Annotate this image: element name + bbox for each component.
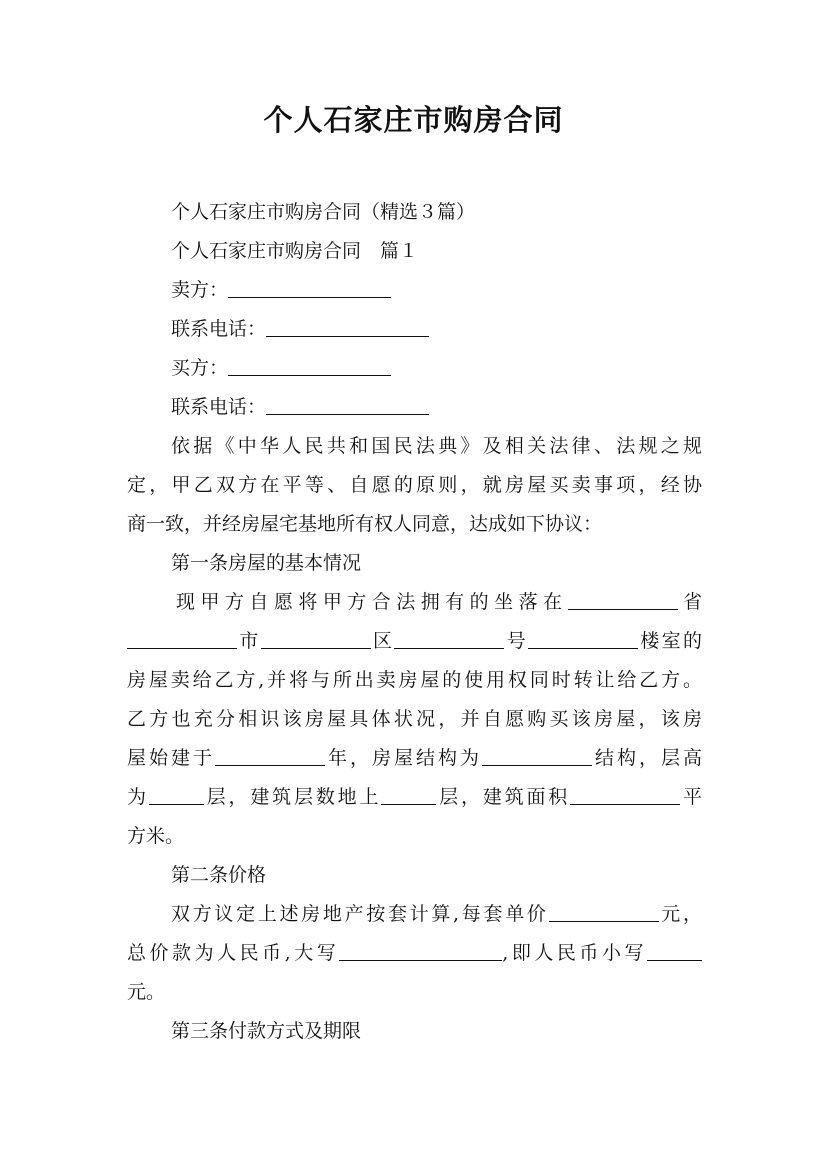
intro-line-3: 商一致，并经房屋宅基地所有权人同意，达成如下协议： [127,513,603,535]
buyer-phone-line [127,390,702,424]
number-blank [394,626,504,649]
subtitle: 个人石家庄市购房合同（精选３篇） [171,201,476,223]
article1-line-7: 方米。 [127,825,185,847]
structure-blank [482,743,592,766]
a1-l1-province: 省 [677,591,702,613]
a1-structure-label: 年，房屋结构为 [325,747,482,769]
seller-line [127,273,702,307]
document-title: 个人石家庄市购房合同 [263,103,564,137]
buyer-label: 买方： [171,357,229,379]
article1-line-2 [127,624,702,658]
buyer-phone-label: 联系电话： [171,396,267,418]
article1-line-4: 乙方也充分相识该房屋具体状况，并自愿购买该房屋，该房 [127,708,702,730]
article1-line-3: 房屋卖给乙方,并将与所出卖房屋的使用权同时转让给乙方。 [127,669,702,691]
a1-floors-label: 层，建筑层数地上 [203,786,382,808]
a2-total-label: 总价款为人民币,大写 [127,942,340,964]
a1-district: 区 [370,630,395,652]
article2-line-2 [127,936,702,970]
seller-phone-label: 联系电话： [171,318,267,340]
seller-blank [228,275,391,298]
a1-wei: 为 [127,786,149,808]
a2-numeric-label: ,即人民币小写 [502,942,647,964]
a2-yuan: 元， [658,903,702,925]
article1-line-1 [127,585,702,619]
a2-unit-price-label: 双方议定上述房地产按套计算,每套单价 [171,903,549,925]
article1-heading: 第一条房屋的基本情况 [171,552,362,574]
seller-phone-line [127,312,702,346]
intro-line-2: 定，甲乙双方在平等、自愿的原则，就房屋买卖事项，经协 [127,474,702,496]
total-words-blank [339,938,502,961]
buyer-blank [228,353,391,376]
buyer-phone-blank [266,392,429,415]
district-blank [261,626,371,649]
total-numeric-blank [647,938,702,961]
intro-line-1: 依据《中华人民共和国民法典》及相关法律、法规之规 [171,435,702,457]
building-blank [528,626,638,649]
article1-line-5 [127,741,702,775]
area-blank [570,782,680,805]
unit-price-blank [549,899,659,922]
section-heading: 个人石家庄市购房合同 篇１ [171,240,419,262]
province-blank [568,587,678,610]
a1-floor-height-label: 结构，层高 [591,747,702,769]
city-blank [127,626,237,649]
seller-phone-blank [266,314,429,337]
a1-ping: 平 [680,786,702,808]
a1-l1-text: 现甲方自愿将甲方合法拥有的坐落在 [176,591,568,613]
a1-number: 号 [504,630,528,652]
article3-heading: 第三条付款方式及期限 [171,1020,362,1042]
floor-height-blank [149,782,204,805]
article2-heading: 第二条价格 [171,864,267,886]
article1-line-6 [127,780,702,814]
seller-label: 卖方： [171,279,229,301]
a1-city: 市 [237,630,261,652]
article2-line-1 [127,897,702,931]
a1-building: 楼室的 [637,630,702,652]
a1-built-label: 屋始建于 [127,747,215,769]
a1-area-label: 层，建筑面积 [436,786,571,808]
floors-blank [381,782,436,805]
article2-line-3: 元。 [127,981,166,1003]
buyer-line [127,351,702,385]
year-blank [215,743,325,766]
